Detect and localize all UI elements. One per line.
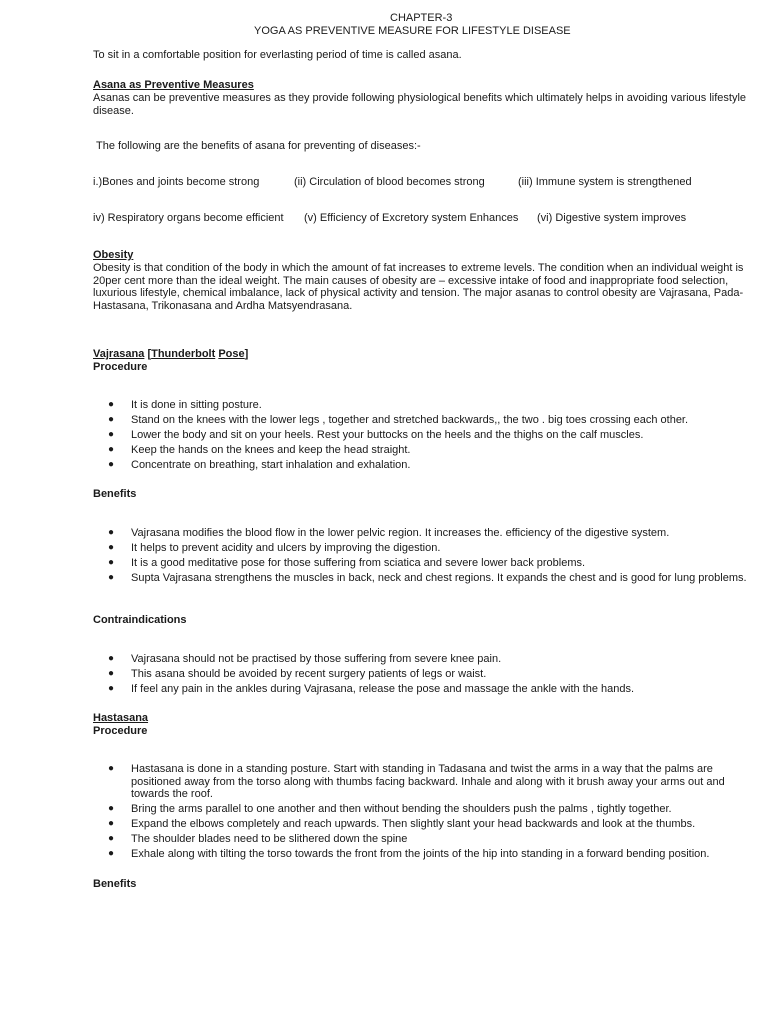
intro-text: To sit in a comfortable position for everlasting period of time is called asana. <box>93 49 462 61</box>
bullet-icon: ● <box>108 556 115 568</box>
bullet-icon: ● <box>108 667 115 679</box>
list-item: ● Concentrate on breathing, start inhalation and exhalation. <box>108 458 411 471</box>
benefit-digestive: (vi) Digestive system improves <box>537 212 687 224</box>
asana-text: Asanas can be preventive measures as they provide following physiological benefits which ultimately helps in avoiding various lifestyle disease. <box>93 92 747 117</box>
vajrasana-procedure-list <box>93 399 753 474</box>
benefit-circulation: (ii) Circulation of blood becomes strong <box>294 176 485 188</box>
bullet-icon: ● <box>108 682 115 694</box>
list-item: ● Lower the body and sit on your heels. Rest your buttocks on the heels and the thighs on the calf muscles. <box>108 428 644 441</box>
bullet-icon: ● <box>108 399 115 410</box>
benefit-excretory: (v) Efficiency of Excretory system Enhances <box>304 212 519 224</box>
bullet-icon: ● <box>108 541 115 553</box>
vajrasana-contra-heading: Contraindications <box>93 614 187 626</box>
list-item: ● It is done in sitting posture. <box>108 399 262 411</box>
list-item: ● Bring the arms parallel to one another and then without bending the shoulders push the palms , tightly together. <box>108 803 672 816</box>
vajrasana-name: Vajrasana <box>93 348 145 360</box>
benefit-respiratory: iv) Respiratory organs become efficient <box>93 212 284 224</box>
vajrasana-subtitle-b: Pose <box>218 348 245 360</box>
bullet-icon: ● <box>108 527 115 538</box>
hastasana-heading: Hastasana <box>93 712 149 724</box>
vajrasana-benefits-heading: Benefits <box>93 488 137 500</box>
list-item: ● Hastasana is done in a standing posture. Start with standing in Tadasana and twist the arms in a way that the palms are positioned away from the torso along with thumbs facing backward. Inhale and along with it brush away your arms out and towards the roof. <box>108 763 725 801</box>
bullet-icon: ● <box>108 458 115 470</box>
list-item: ● If feel any pain in the ankles during Vajrasana, release the pose and massage the ankle with the hands. <box>108 682 635 695</box>
list-item: ● Expand the elbows completely and reach upwards. Then slightly slant your head backwards and look at the thumbs. <box>108 818 696 831</box>
list-item: ● Keep the hands on the knees and keep the head straight. <box>108 443 411 456</box>
bullet-icon: ● <box>108 653 115 664</box>
list-item: ● Vajrasana should not be practised by those suffering from severe knee pain. <box>108 653 502 665</box>
list-item: ● Supta Vajrasana strengthens the muscles in back, neck and chest regions. It expands the chest and is good for lung problems. <box>108 571 747 584</box>
list-item: ● This asana should be avoided by recent surgery patients of legs or waist. <box>108 667 487 680</box>
bullet-icon: ● <box>108 833 115 845</box>
bullet-icon: ● <box>108 428 115 440</box>
vajrasana-subtitle-a: Thunderbolt <box>151 348 216 360</box>
vajrasana-heading: Vajrasana [Thunderbolt Pose] <box>93 348 249 360</box>
benefit-bones: i.)Bones and joints become strong <box>93 176 260 188</box>
obesity-text: Obesity is that condition of the body in which the amount of fat increases to extreme levels. The condition when an individual weight is 20per cent more than the ideal weight. The main causes of obesity are – excessive intake of food and inappropriate food selection, luxurious lifestyle, chemical imbalance, lack of physical activity and tension. The major asanas to control obesity are Vajrasana, Pada-Hastasana, Trikonasana and Ardha Matsyendrasana. <box>93 262 744 312</box>
chapter-number: CHAPTER-3 <box>390 12 453 24</box>
bullet-icon: ● <box>108 818 115 830</box>
bullet-icon: ● <box>108 803 115 815</box>
benefit-immune: (iii) Immune system is strengthened <box>518 176 692 188</box>
bullet-icon: ● <box>108 443 115 455</box>
list-item: ● The shoulder blades need to be slithered down the spine <box>108 833 408 846</box>
vajrasana-procedure-heading: Procedure <box>93 361 148 373</box>
asana-heading: Asana as Preventive Measures <box>93 79 254 91</box>
obesity-heading: Obesity <box>93 249 134 261</box>
list-item: ● It is a good meditative pose for those suffering from sciatica and severe lower back problems. <box>108 556 586 569</box>
bullet-icon: ● <box>108 413 115 425</box>
bullet-icon: ● <box>108 763 115 774</box>
vajrasana-contra-list <box>93 653 753 698</box>
chapter-title: YOGA AS PREVENTIVE MEASURE FOR LIFESTYLE DISEASE <box>254 24 571 37</box>
hastasana-procedure-list <box>93 763 758 863</box>
bullet-icon: ● <box>108 848 115 860</box>
hastasana-benefits-heading: Benefits <box>93 878 137 890</box>
list-item: ● Exhale along with tilting the torso towards the front from the joints of the hip into standing in a forward bending position. <box>108 848 710 861</box>
list-item: ● Vajrasana modifies the blood flow in the lower pelvic region. It increases the. efficiency of the digestive system. <box>108 527 670 539</box>
benefits-intro: The following are the benefits of asana for preventing of diseases:- <box>96 140 421 152</box>
hastasana-procedure-heading: Procedure <box>93 725 148 737</box>
vajrasana-benefits-list <box>93 527 753 587</box>
list-item: ● Stand on the knees with the lower legs , together and stretched backwards,, the two . big toes crossing each other. <box>108 413 689 426</box>
bullet-icon: ● <box>108 571 115 583</box>
list-item: ● It helps to prevent acidity and ulcers by improving the digestion. <box>108 541 441 554</box>
